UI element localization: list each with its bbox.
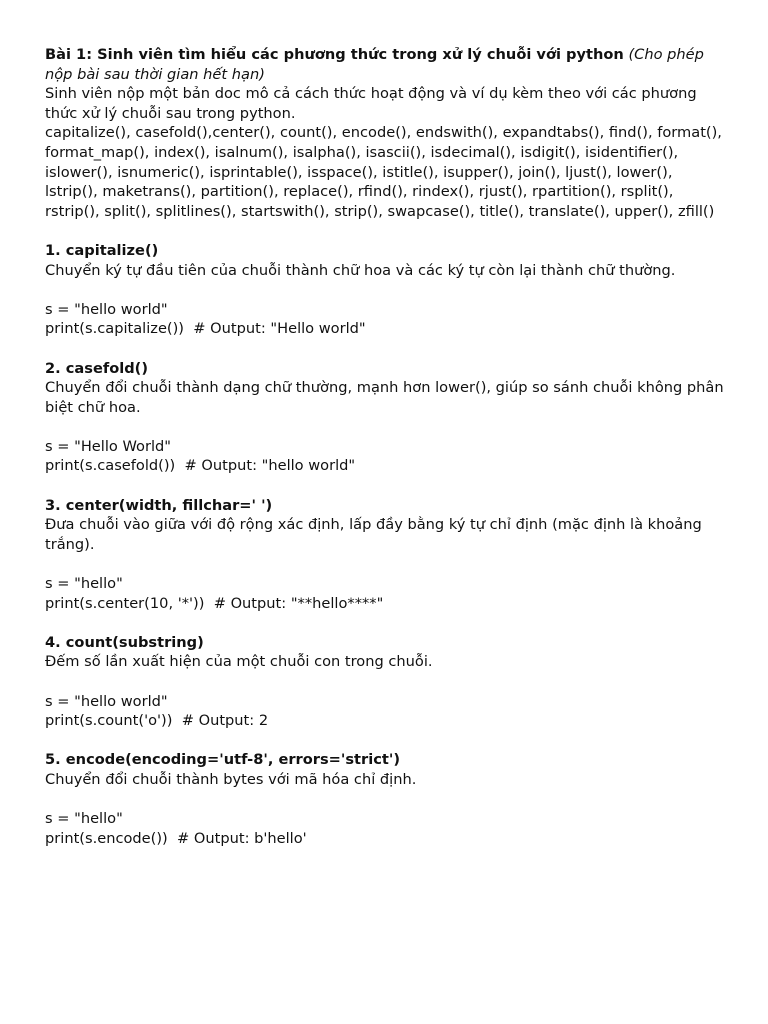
code-line: print(s.count('o')) # Output: 2 <box>45 712 269 730</box>
spacer <box>45 280 728 300</box>
section-heading-center: 3. center(width, fillchar=' ') <box>45 496 273 514</box>
spacer <box>45 339 728 359</box>
code-line: s = "hello" <box>45 810 123 828</box>
section-heading-casefold: 2. casefold() <box>45 359 149 377</box>
section-description-encode: Chuyển đổi chuỗi thành bytes với mã hóa chỉ định. <box>45 770 417 788</box>
exercise-description: Sinh viên nộp một bản doc mô cả cách thức hoạt động và ví dụ kèm theo với các phương thức xử lý chuỗi sau trong python. <box>45 85 702 122</box>
spacer <box>45 672 728 692</box>
section-heading-count: 4. count(substring) <box>45 633 204 651</box>
section-heading-encode: 5. encode(encoding='utf-8', errors='strict') <box>45 751 400 769</box>
code-line: print(s.encode()) # Output: b'hello' <box>45 829 307 847</box>
code-line: print(s.center(10, '*')) # Output: "**hello****" <box>45 594 384 612</box>
spacer <box>45 476 728 496</box>
section-description-casefold: Chuyển đổi chuỗi thành dạng chữ thường, mạnh hơn lower(), giúp so sánh chuỗi không phân biệt chữ hoa. <box>45 379 729 416</box>
code-line: print(s.casefold()) # Output: "hello world" <box>45 457 356 475</box>
exercise-title-bold: Bài 1: Sinh viên tìm hiểu các phương thức trong xử lý chuỗi với python <box>45 46 624 63</box>
code-line: s = "hello" <box>45 575 123 593</box>
exercise-title <box>45 45 728 84</box>
spacer <box>45 221 728 241</box>
section-description-center: Đưa chuỗi vào giữa với độ rộng xác định, lấp đầy bằng ký tự chỉ định (mặc định là khoảng trắng). <box>45 516 707 553</box>
code-line: s = "hello world" <box>45 300 168 318</box>
method-list: capitalize(), casefold(),center(), count(), encode(), endswith(), expandtabs(), find(), format(), format_map(), index(), isalnum(), isalpha(), isascii(), isdecimal(), isdigit(), isidentifier(), islower(), isnumeric(), isprintable(), isspace(), istitle(), isupper(), join(), ljust(), lower(), lstrip(), maketrans(), partition(), replace(), rfind(), rindex(), rjust(), rpartition(), rsplit(), rstrip(), split(), splitlines(), startswith(), strip(), swapcase(), title(), translate(), upper(), zfill() <box>45 124 727 220</box>
spacer <box>45 790 728 810</box>
section-heading-capitalize: 1. capitalize() <box>45 241 159 259</box>
code-line: s = "Hello World" <box>45 437 171 455</box>
section-description-count: Đếm số lần xuất hiện của một chuỗi con trong chuỗi. <box>45 653 433 671</box>
spacer <box>45 417 728 437</box>
spacer <box>45 554 728 574</box>
code-line: print(s.capitalize()) # Output: "Hello world" <box>45 320 366 338</box>
exercise-title-note: (Cho phép nộp bài sau thời gian hết hạn) <box>45 46 709 83</box>
code-line: s = "hello world" <box>45 692 168 710</box>
spacer <box>45 731 728 751</box>
section-description-capitalize: Chuyển ký tự đầu tiên của chuỗi thành chữ hoa và các ký tự còn lại thành chữ thường. <box>45 261 676 279</box>
spacer <box>45 613 728 633</box>
